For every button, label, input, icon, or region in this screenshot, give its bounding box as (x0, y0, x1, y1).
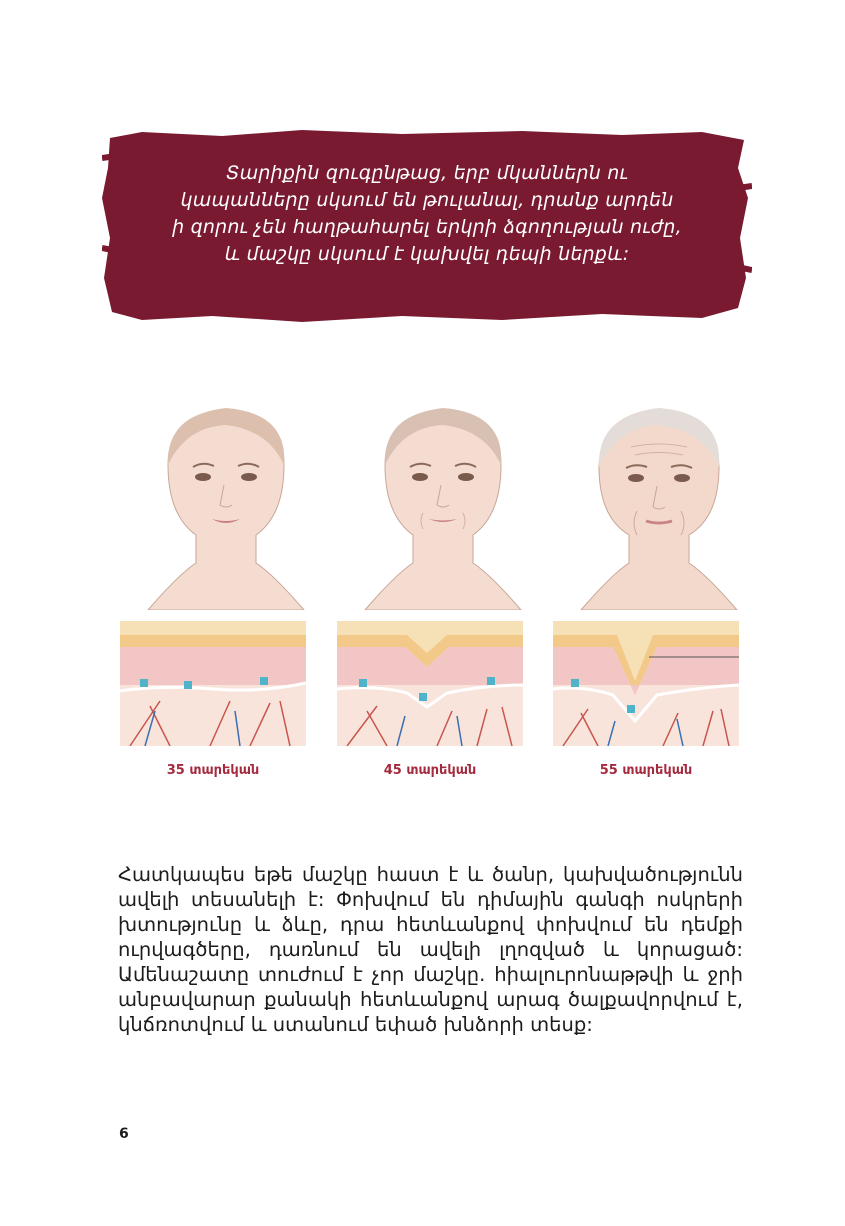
skin-cross-section-45 (337, 621, 523, 746)
skin-cross-section-35 (120, 621, 306, 746)
face-illustration-55 (551, 395, 781, 610)
skin-cross-section-55 (553, 621, 739, 746)
quote-text: Տարիքին զուգընթաց, երբ մկաններն ու կապանները սկսում են թուլանալ, դրանք արդեն ի զորու չեն հաղթահարել երկրի ձգողության ուժը, և մաշկը սկսում է կախվել դեպի ներքև: (172, 162, 682, 265)
age-label: 45 տարեկան (383, 763, 477, 778)
quote-banner (102, 128, 752, 324)
page-number: 6 (119, 1126, 129, 1142)
age-label: 35 տարեկան (166, 763, 260, 778)
figure-age-55 (551, 395, 781, 795)
figure-age-35 (118, 395, 348, 795)
face-illustration-45 (335, 395, 565, 610)
face-illustration-35 (118, 395, 348, 610)
figure-age-45 (335, 395, 565, 795)
body-paragraph: Հատկապես եթե մաշկը հաստ է և ծանր, կախվածությունն ավելի տեսանելի է: Փոխվում են դիմային գանգի ոսկրերի խտությունը և ձևը, դրա հետևանքով փոխվում են դեմքի ուրվագծերը, դառնում են ավելի լղոզված և կորացած: Ամենաշատը տուժում է չոր մաշկը. հիալուրոնաթթվի և ջրի անբավարար քանակի հետևանքով արագ ծալքավորվում է, կնճռոտվում և ստանում եփած խնձորի տեսք: (118, 863, 743, 1036)
age-label: 55 տարեկան (599, 763, 693, 778)
